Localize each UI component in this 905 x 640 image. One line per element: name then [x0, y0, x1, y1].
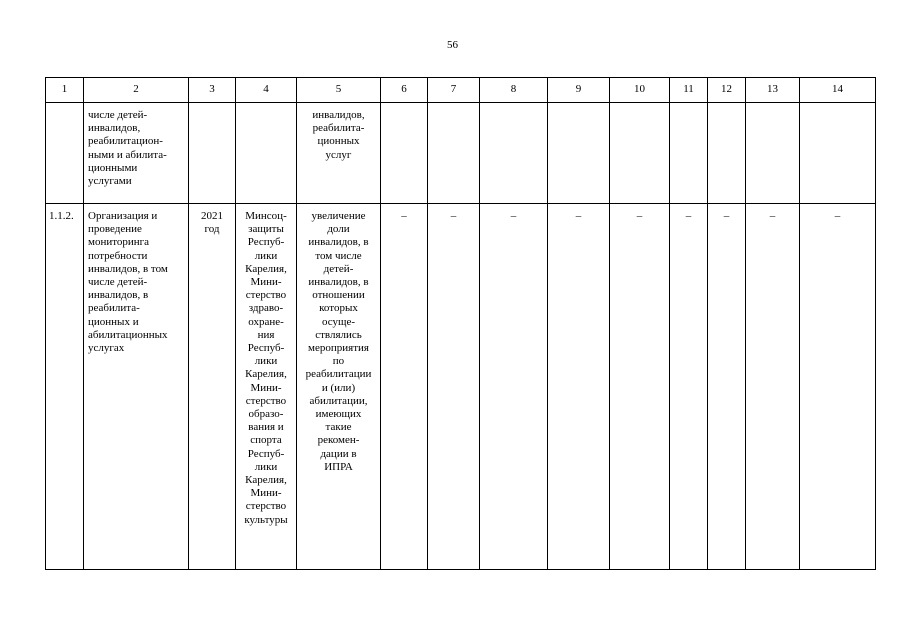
- value-dash: –: [575, 210, 582, 222]
- table-cell: [428, 204, 480, 570]
- table-cell: [236, 103, 297, 204]
- header-cell: 13: [746, 78, 800, 103]
- table-cell: [800, 103, 876, 204]
- header-cell: 2: [84, 78, 189, 103]
- page-number: 56: [447, 39, 458, 51]
- header-cell: 10: [610, 78, 670, 103]
- header-cell: 11: [670, 78, 708, 103]
- table-cell: [84, 103, 189, 204]
- continued-indicator-text: инвалидов, реабилита- ционных услуг: [312, 109, 365, 161]
- table-cell: [800, 204, 876, 570]
- table-cell: [708, 103, 746, 204]
- table-cell: [84, 204, 189, 570]
- executors-cell: Минсоц- защиты Респуб- лики Карелия, Мини- стерство здраво- охране- ния Респуб- лики Карелия, Мини- стерство образо- вания и спорта Респуб- лики Карелия, Мини- стерство культуры: [244, 210, 288, 526]
- table-cell: [670, 204, 708, 570]
- table-cell: [708, 204, 746, 570]
- table-cell: [548, 103, 610, 204]
- indicator-cell: увеличение доли инвалидов, в том числе детей- инвалидов, в отношении которых осуще- ствлялись мероприятия по реабилитации и (или) абилитации, имеющих такие рекомен- дации в ИПРА: [305, 210, 372, 473]
- table-cell: [670, 103, 708, 204]
- header-cell: 3: [189, 78, 236, 103]
- table-cell: [381, 204, 428, 570]
- header-cell: 12: [708, 78, 746, 103]
- header-cell: 4: [236, 78, 297, 103]
- table-cell: [480, 204, 548, 570]
- table-cell: [428, 103, 480, 204]
- year-cell: 2021 год: [201, 210, 223, 236]
- table-cell: [610, 103, 670, 204]
- table-cell: [480, 103, 548, 204]
- value-dash: –: [510, 210, 517, 222]
- table-cell: [46, 103, 84, 204]
- table-cell: [297, 103, 381, 204]
- value-dash: –: [401, 210, 407, 222]
- value-dash: –: [450, 210, 457, 222]
- value-dash: –: [636, 210, 643, 222]
- header-cell: 9: [548, 78, 610, 103]
- header-cell: 8: [480, 78, 548, 103]
- header-cell: 5: [297, 78, 381, 103]
- activity-name: Организация и проведение мониторинга потребности инвалидов, в том числе детей- инвалидов, в реабилита- ционных и абилитационных услугах: [88, 210, 168, 355]
- table-row: [46, 204, 876, 570]
- table-cell: [297, 204, 381, 570]
- table-cell: [746, 103, 800, 204]
- value-dash: –: [834, 210, 841, 222]
- table-cell: [548, 204, 610, 570]
- header-cell: 6: [381, 78, 428, 103]
- column-number-row: [46, 78, 876, 103]
- item-number: 1.1.2.: [49, 210, 74, 222]
- value-dash: –: [685, 210, 692, 222]
- table-cell: [189, 103, 236, 204]
- value-dash: –: [723, 210, 730, 222]
- header-cell: 14: [800, 78, 876, 103]
- continued-name-text: числе детей- инвалидов, реабилитацион- ными и абилита- ционными услугами: [88, 109, 167, 188]
- table-cell: [46, 204, 84, 570]
- header-cell: 7: [428, 78, 480, 103]
- table-cell: [189, 204, 236, 570]
- table-cell: [610, 204, 670, 570]
- table-row: [46, 103, 876, 204]
- program-table: [45, 77, 876, 570]
- table-cell: [381, 103, 428, 204]
- value-dash: –: [769, 210, 776, 222]
- table-cell: [236, 204, 297, 570]
- header-cell: 1: [46, 78, 84, 103]
- table-cell: [746, 204, 800, 570]
